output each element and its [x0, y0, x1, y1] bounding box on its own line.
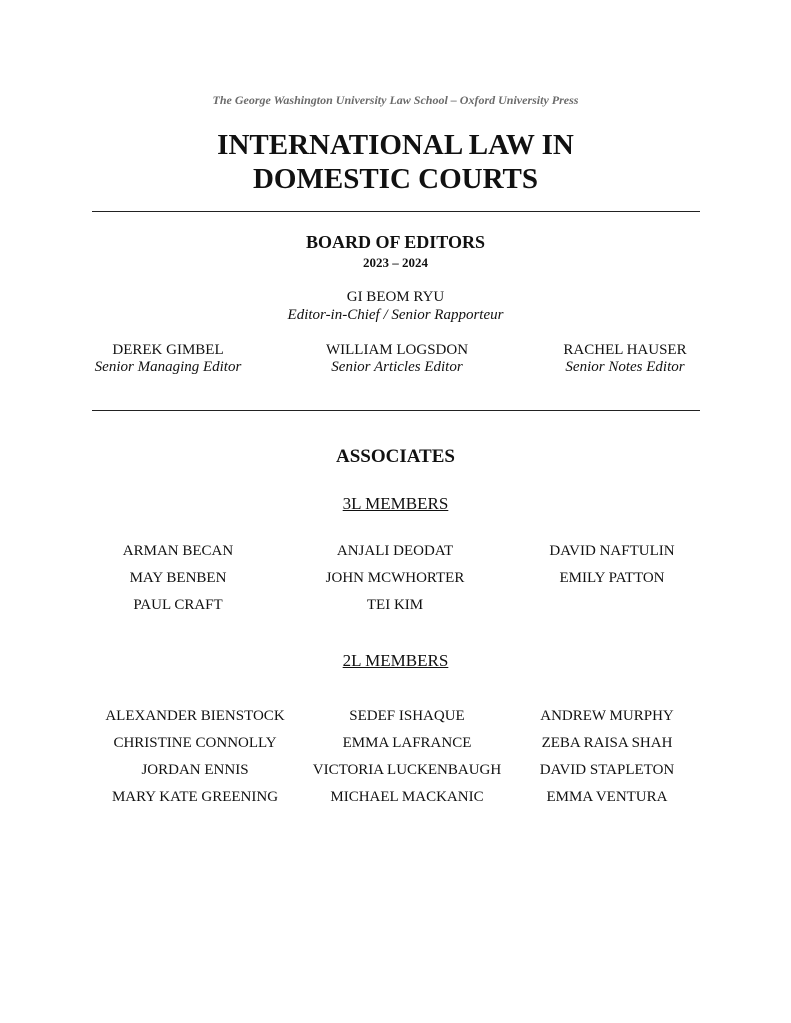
senior-editor-name: WILLIAM LOGSDON — [325, 342, 469, 358]
associates-heading: ASSOCIATES — [336, 446, 455, 467]
senior-editor — [515, 342, 735, 376]
board-years: 2023 – 2024 — [363, 255, 428, 270]
top-divider — [92, 211, 700, 212]
member-name: MARY KATE GREENING — [111, 789, 279, 805]
member-name: ALEXANDER BIENSTOCK — [105, 708, 285, 724]
member-name: PAUL CRAFT — [133, 597, 223, 613]
member-name: EMMA LAFRANCE — [342, 735, 472, 751]
3l-column — [58, 538, 298, 619]
bottom-divider — [92, 410, 700, 411]
member-name: DAVID STAPLETON — [539, 762, 675, 778]
journal-title-line-2: DOMESTIC COURTS — [252, 163, 538, 195]
editor-in-chief-role: Editor-in-Chief / Senior Rapporteur — [287, 307, 504, 323]
2l-column — [75, 703, 315, 811]
3l-members-heading: 3L MEMBERS — [342, 494, 449, 513]
senior-editor — [287, 342, 507, 376]
senior-editor — [58, 342, 278, 376]
senior-editor-role: Senior Articles Editor — [331, 359, 463, 375]
member-name: JORDAN ENNIS — [141, 762, 249, 778]
2l-column — [487, 703, 727, 811]
member-name: CHRISTINE CONNOLLY — [113, 735, 277, 751]
senior-editor-role: Senior Managing Editor — [94, 359, 242, 375]
3l-column — [492, 538, 732, 592]
publisher-line: The George Washington University Law School – Oxford University Press — [212, 93, 579, 107]
journal-title-line-1: INTERNATIONAL LAW IN — [217, 129, 574, 161]
member-name: MAY BENBEN — [129, 570, 227, 586]
member-name: JOHN MCWHORTER — [325, 570, 465, 586]
2l-members-heading: 2L MEMBERS — [342, 651, 449, 670]
member-name: ANDREW MURPHY — [540, 708, 674, 724]
member-name: EMMA VENTURA — [546, 789, 668, 805]
senior-editor-name: RACHEL HAUSER — [563, 342, 687, 358]
member-name: DAVID NAFTULIN — [549, 543, 675, 559]
member-name: VICTORIA LUCKENBAUGH — [312, 762, 502, 778]
member-name: TEI KIM — [366, 597, 424, 613]
journal-title — [0, 128, 791, 196]
member-name: SEDEF ISHAQUE — [349, 708, 465, 724]
editor-in-chief-name: GI BEOM RYU — [346, 289, 445, 305]
member-name: ANJALI DEODAT — [336, 543, 454, 559]
member-name: MICHAEL MACKANIC — [330, 789, 484, 805]
member-name: ZEBA RAISA SHAH — [541, 735, 673, 751]
member-name: ARMAN BECAN — [122, 543, 234, 559]
senior-editor-name: DEREK GIMBEL — [112, 342, 224, 358]
3l-column — [275, 538, 515, 619]
senior-editor-role: Senior Notes Editor — [565, 359, 685, 375]
board-heading: BOARD OF EDITORS — [305, 232, 486, 252]
member-name: EMILY PATTON — [559, 570, 665, 586]
